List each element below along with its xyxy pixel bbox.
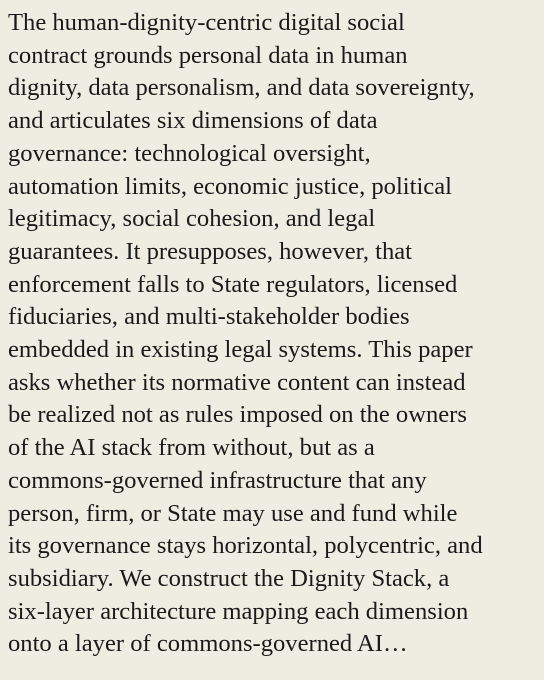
abstract-line: asks whether its normative content can instead xyxy=(8,368,466,396)
abstract-line: and articulates six dimensions of data xyxy=(8,107,378,135)
abstract-line: legitimacy, social cohesion, and legal xyxy=(8,205,376,233)
abstract-line: The human-dignity-centric digital social xyxy=(8,9,405,36)
abstract-line: dignity, data personalism, and data sovereignty, xyxy=(8,74,475,102)
abstract-line: commons-governed infrastructure that any xyxy=(8,466,427,494)
abstract-paragraph xyxy=(8,7,536,661)
abstract-line: enforcement falls to State regulators, licensed xyxy=(8,270,458,298)
abstract-line: contract grounds personal data in human xyxy=(8,41,408,69)
abstract-line: automation limits, economic justice, political xyxy=(8,172,452,200)
abstract-line: embedded in existing legal systems. This paper xyxy=(8,336,473,364)
abstract-line: subsidiary. We construct the Dignity Stack, a xyxy=(8,564,450,592)
abstract-line: its governance stays horizontal, polycentric, and xyxy=(8,532,483,560)
abstract-line: six-layer architecture mapping each dimension xyxy=(8,597,469,625)
abstract-line: person, firm, or State may use and fund while xyxy=(8,499,458,527)
abstract-line: of the AI stack from without, but as a xyxy=(8,434,375,462)
abstract-line: be realized not as rules imposed on the owners xyxy=(8,401,467,429)
abstract-line: onto a layer of commons-governed AI… xyxy=(8,630,408,658)
abstract-line: guarantees. It presupposes, however, that xyxy=(8,237,412,265)
abstract-line: governance: technological oversight, xyxy=(8,139,371,167)
abstract-line: fiduciaries, and multi-stakeholder bodies xyxy=(8,303,410,331)
